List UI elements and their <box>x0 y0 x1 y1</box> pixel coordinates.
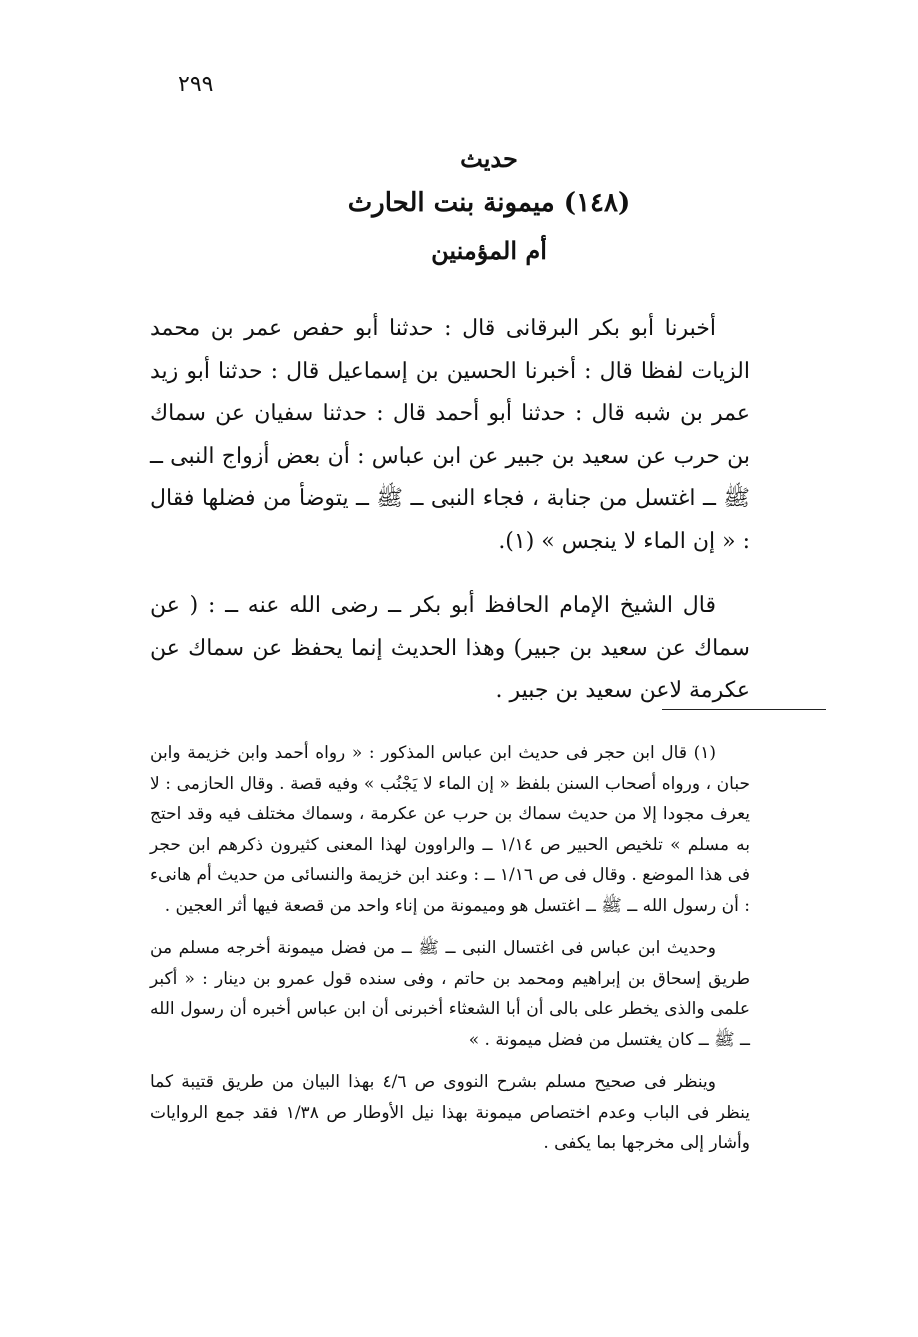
footnote-1: (١) قال ابن حجر فى حديث ابن عباس المذكور : « رواه أحمد وابن خزيمة وابن حبان ، ورواه أصحاب السنن بلفظ « إن الماء لا يَجْنُب » وفيه قصة . وقال الحازمى : لا يعرف مجودا إلا من حديث سماك بن حرب عن عكرمة ، وسماك مختلف فيه وقد احتج به مسلم » تلخيص الحبير ص ١/١٤ ــ والراوون لهذا المعنى كثيرون ذكرهم ابن حجر فى هذا الموضع . وقال فى ص ١/١٦ ــ : وعند ابن خزيمة والنسائى من حديث أم هانىء : أن رسول الله ــ ﷺ ــ اغتسل هو وميمونة من إناء واحد من قصعة فيها أثر العجين . <box>150 743 750 916</box>
footnotes <box>150 738 750 1159</box>
section-label: حديث <box>460 144 518 173</box>
chapter-title: (١٤٨) ميمونة بنت الحارث <box>347 188 631 218</box>
page-number: ٢٩٩ <box>178 72 214 97</box>
footnote-1-references: وينظر فى صحيح مسلم بشرح النووى ص ٤/٦ بهذا البيان من طريق قتيبة كما ينظر فى الباب وعدم اختصاص ميمونة بهذا نيل الأوطار ص ١/٣٨ فقد جمع الروايات وأشار إلى مخرجها بما يكفى . <box>150 1072 750 1153</box>
chapter-subtitle: أم المؤمنين <box>431 236 547 265</box>
commentary-paragraph: قال الشيخ الإمام الحافظ أبو بكر ــ رضى الله عنه ــ : ( عن سماك عن سعيد بن جبير) وهذا الحديث إنما يحفظ عن سماك عن عكرمة لاعن سعيد بن جبير . <box>150 593 750 703</box>
hadith-paragraph: أخبرنا أبو بكر البرقانى قال : حدثنا أبو حفص عمر بن محمد الزيات لفظا قال : أخبرنا الحسين بن إسماعيل قال : حدثنا أبو زيد عمر بن شبه قال : حدثنا أبو أحمد قال : حدثنا سفيان عن سماك بن حرب عن سعيد بن جبير عن ابن عباس : أن بعض أزواج النبى ــ ﷺ ــ اغتسل من جنابة ، فجاء النبى ــ ﷺ ــ يتوضأ من فضلها فقال : « إن الماء لا ينجس » (١). <box>150 316 750 554</box>
footnote-1-continued: وحديث ابن عباس فى اغتسال النبى ــ ﷺ ــ من فضل ميمونة أخرجه مسلم من طريق إسحاق بن إبراهيم ومحمد بن حاتم ، وفى سنده قول عمرو بن دينار : « أكبر علمى والذى يخطر على بالى أن أبا الشعثاء أخبرنى أن ابن عباس أخبره أن رسول الله ــ ﷺ ــ كان يغتسل من فضل ميمونة . » <box>150 938 750 1050</box>
footnote-divider <box>662 709 826 710</box>
hadith-body <box>150 308 750 713</box>
